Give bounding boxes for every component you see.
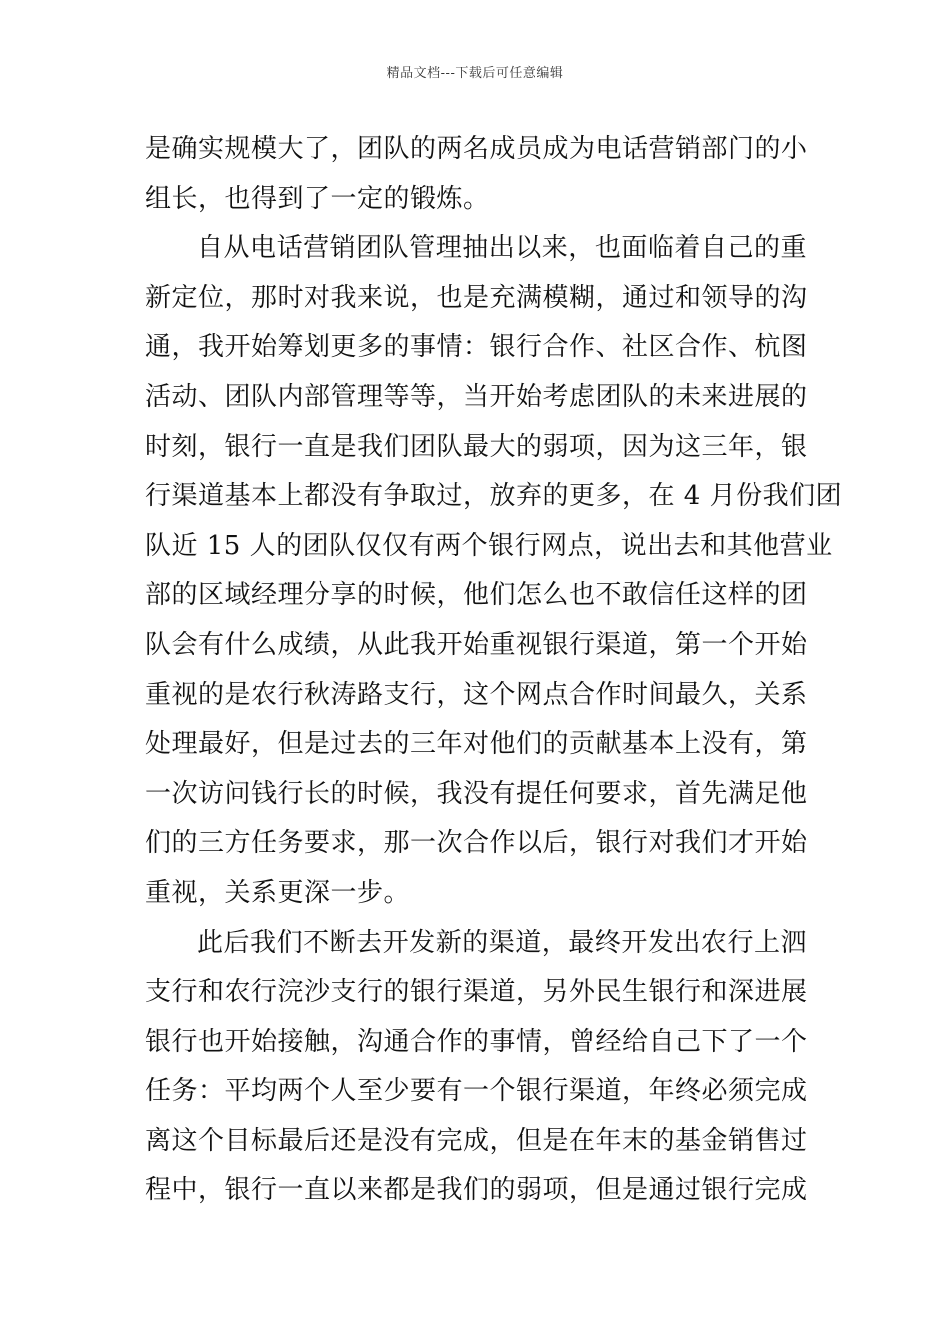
text-line: 一次访问钱行长的时候，我没有提任何要求，首先满足他: [145, 778, 808, 809]
text-line: 处理最好，但是过去的三年对他们的贡献基本上没有，第: [145, 729, 808, 760]
text-line: 新定位，那时对我来说，也是充满模糊，通过和领导的沟: [145, 282, 808, 313]
text-line: 通，我开始筹划更多的事情：银行合作、社区合作、杭图: [145, 332, 808, 363]
text-line-indented: 此后我们不断去开发新的渠道，最终开发出农行上泗: [197, 927, 807, 958]
text-line: 们的三方任务要求，那一次合作以后，银行对我们才开始: [145, 828, 808, 859]
text-line: 离这个目标最后还是没有完成，但是在年末的基金销售过: [145, 1125, 808, 1156]
text-line: 队会有什么成绩，从此我开始重视银行渠道，第一个开始: [145, 629, 808, 660]
text-line: 银行也开始接触，沟通合作的事情，曾经给自己下了一个: [145, 1026, 808, 1057]
text-line: 部的区域经理分享的时候，他们怎么也不敢信任这样的团: [145, 580, 808, 611]
text-line: 重视，关系更深一步。: [145, 877, 411, 908]
text-line: 是确实规模大了，团队的两名成员成为电话营销部门的小: [145, 134, 808, 164]
text-line: 组长，也得到了一定的锻炼。: [145, 183, 490, 214]
body-text: [145, 125, 843, 1216]
text-line-indented: 自从电话营销团队管理抽出以来，也面临着自己的重: [197, 233, 807, 264]
page-header: 精品文档---下载后可任意编辑: [386, 66, 564, 81]
text-line: 队近 15 人的团队仅仅有两个银行网点，说出去和其他营业: [145, 530, 833, 561]
text-line: 活动、团队内部管理等等，当开始考虑团队的未来进展的: [145, 381, 808, 412]
text-line: 时刻，银行一直是我们团队最大的弱项，因为这三年，银: [145, 431, 808, 462]
text-line: 任务：平均两个人至少要有一个银行渠道，年终必须完成: [145, 1076, 808, 1107]
text-line: 重视的是农行秋涛路支行，这个网点合作时间最久，关系: [145, 679, 808, 710]
text-line: 行渠道基本上都没有争取过，放弃的更多，在 4 月份我们团: [145, 481, 843, 512]
text-line: 支行和农行浣沙支行的银行渠道，另外民生银行和深进展: [145, 977, 808, 1008]
text-line: 程中，银行一直以来都是我们的弱项，但是通过银行完成: [145, 1175, 808, 1206]
